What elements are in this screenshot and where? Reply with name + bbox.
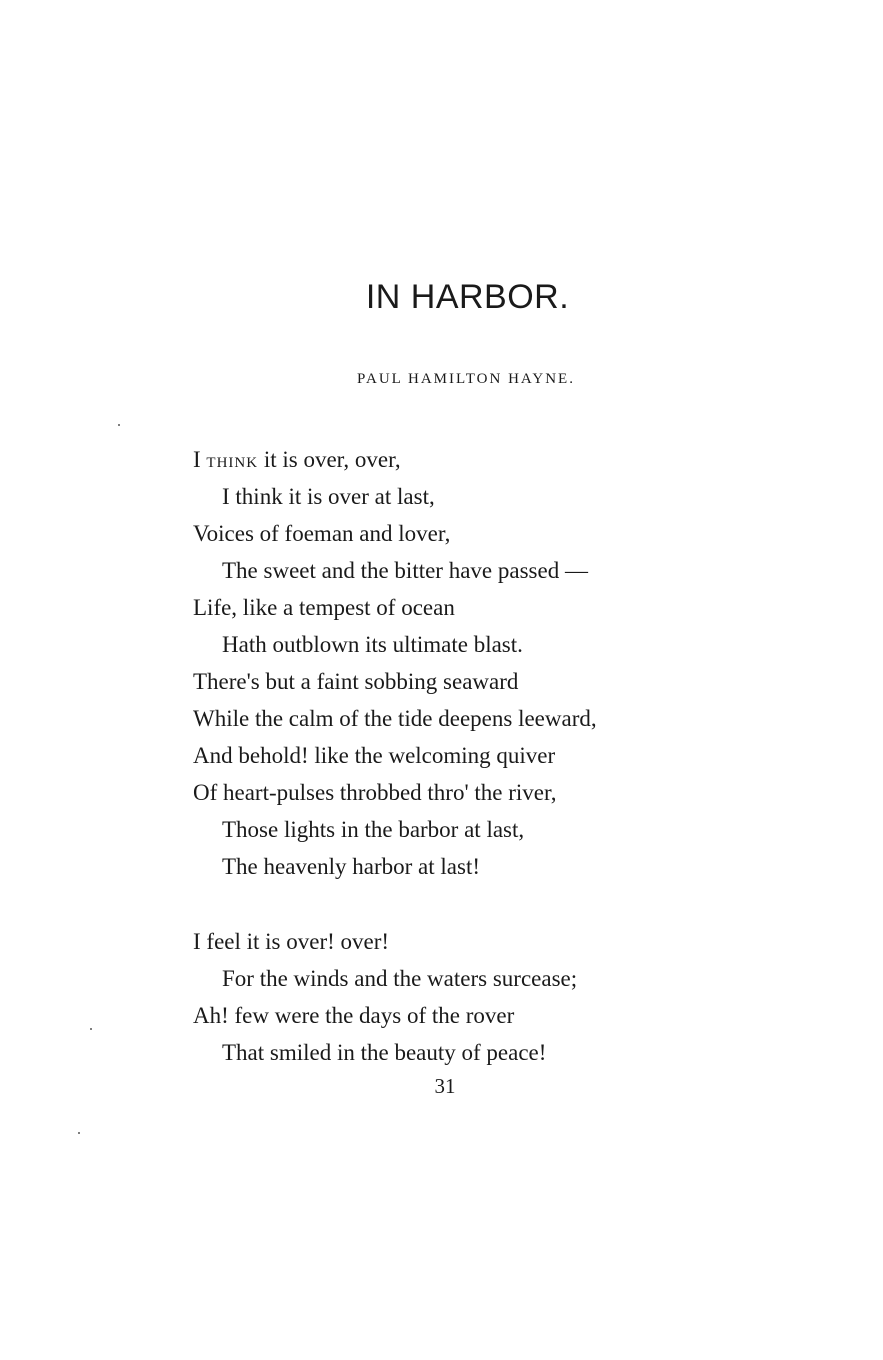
scan-speck xyxy=(118,424,120,426)
poem-line: I feel it is over! over! xyxy=(193,929,390,954)
scan-speck xyxy=(90,1028,92,1030)
opening-line-rest: it is over, over, xyxy=(263,447,401,472)
poem-line xyxy=(193,441,833,478)
scan-speck xyxy=(78,1132,80,1134)
poem-line: For the winds and the waters surcease; xyxy=(222,966,578,991)
opening-small-caps: THINK xyxy=(206,455,259,471)
poem-line: There's but a faint sobbing seaward xyxy=(193,669,519,694)
stanza-break xyxy=(193,885,833,923)
poem-line: While the calm of the tide deepens leeward, xyxy=(193,706,597,731)
poem-line: Voices of foeman and lover, xyxy=(193,521,451,546)
poem-body xyxy=(193,441,833,1071)
poem-line: Hath outblown its ultimate blast. xyxy=(222,632,523,657)
author-byline: PAUL HAMILTON HAYNE. xyxy=(357,371,575,387)
stanza-2 xyxy=(193,923,833,1071)
page-number: 31 xyxy=(434,1074,456,1098)
poem-line: The heavenly harbor at last! xyxy=(222,854,480,879)
poem-title: IN HARBOR. xyxy=(365,278,570,316)
poem-line: Ah! few were the days of the rover xyxy=(193,1003,515,1028)
opening-letter: I xyxy=(193,447,201,472)
poem-line: The sweet and the bitter have passed — xyxy=(222,558,588,583)
poem-line: And behold! like the welcoming quiver xyxy=(193,743,556,768)
stanza-1 xyxy=(193,441,833,885)
poem-line: Life, like a tempest of ocean xyxy=(193,595,455,620)
poem-line: Of heart-pulses throbbed thro' the river, xyxy=(193,780,557,805)
poem-line: I think it is over at last, xyxy=(222,484,435,509)
poem-line: That smiled in the beauty of peace! xyxy=(222,1040,547,1065)
poem-line: Those lights in the barbor at last, xyxy=(222,817,525,842)
